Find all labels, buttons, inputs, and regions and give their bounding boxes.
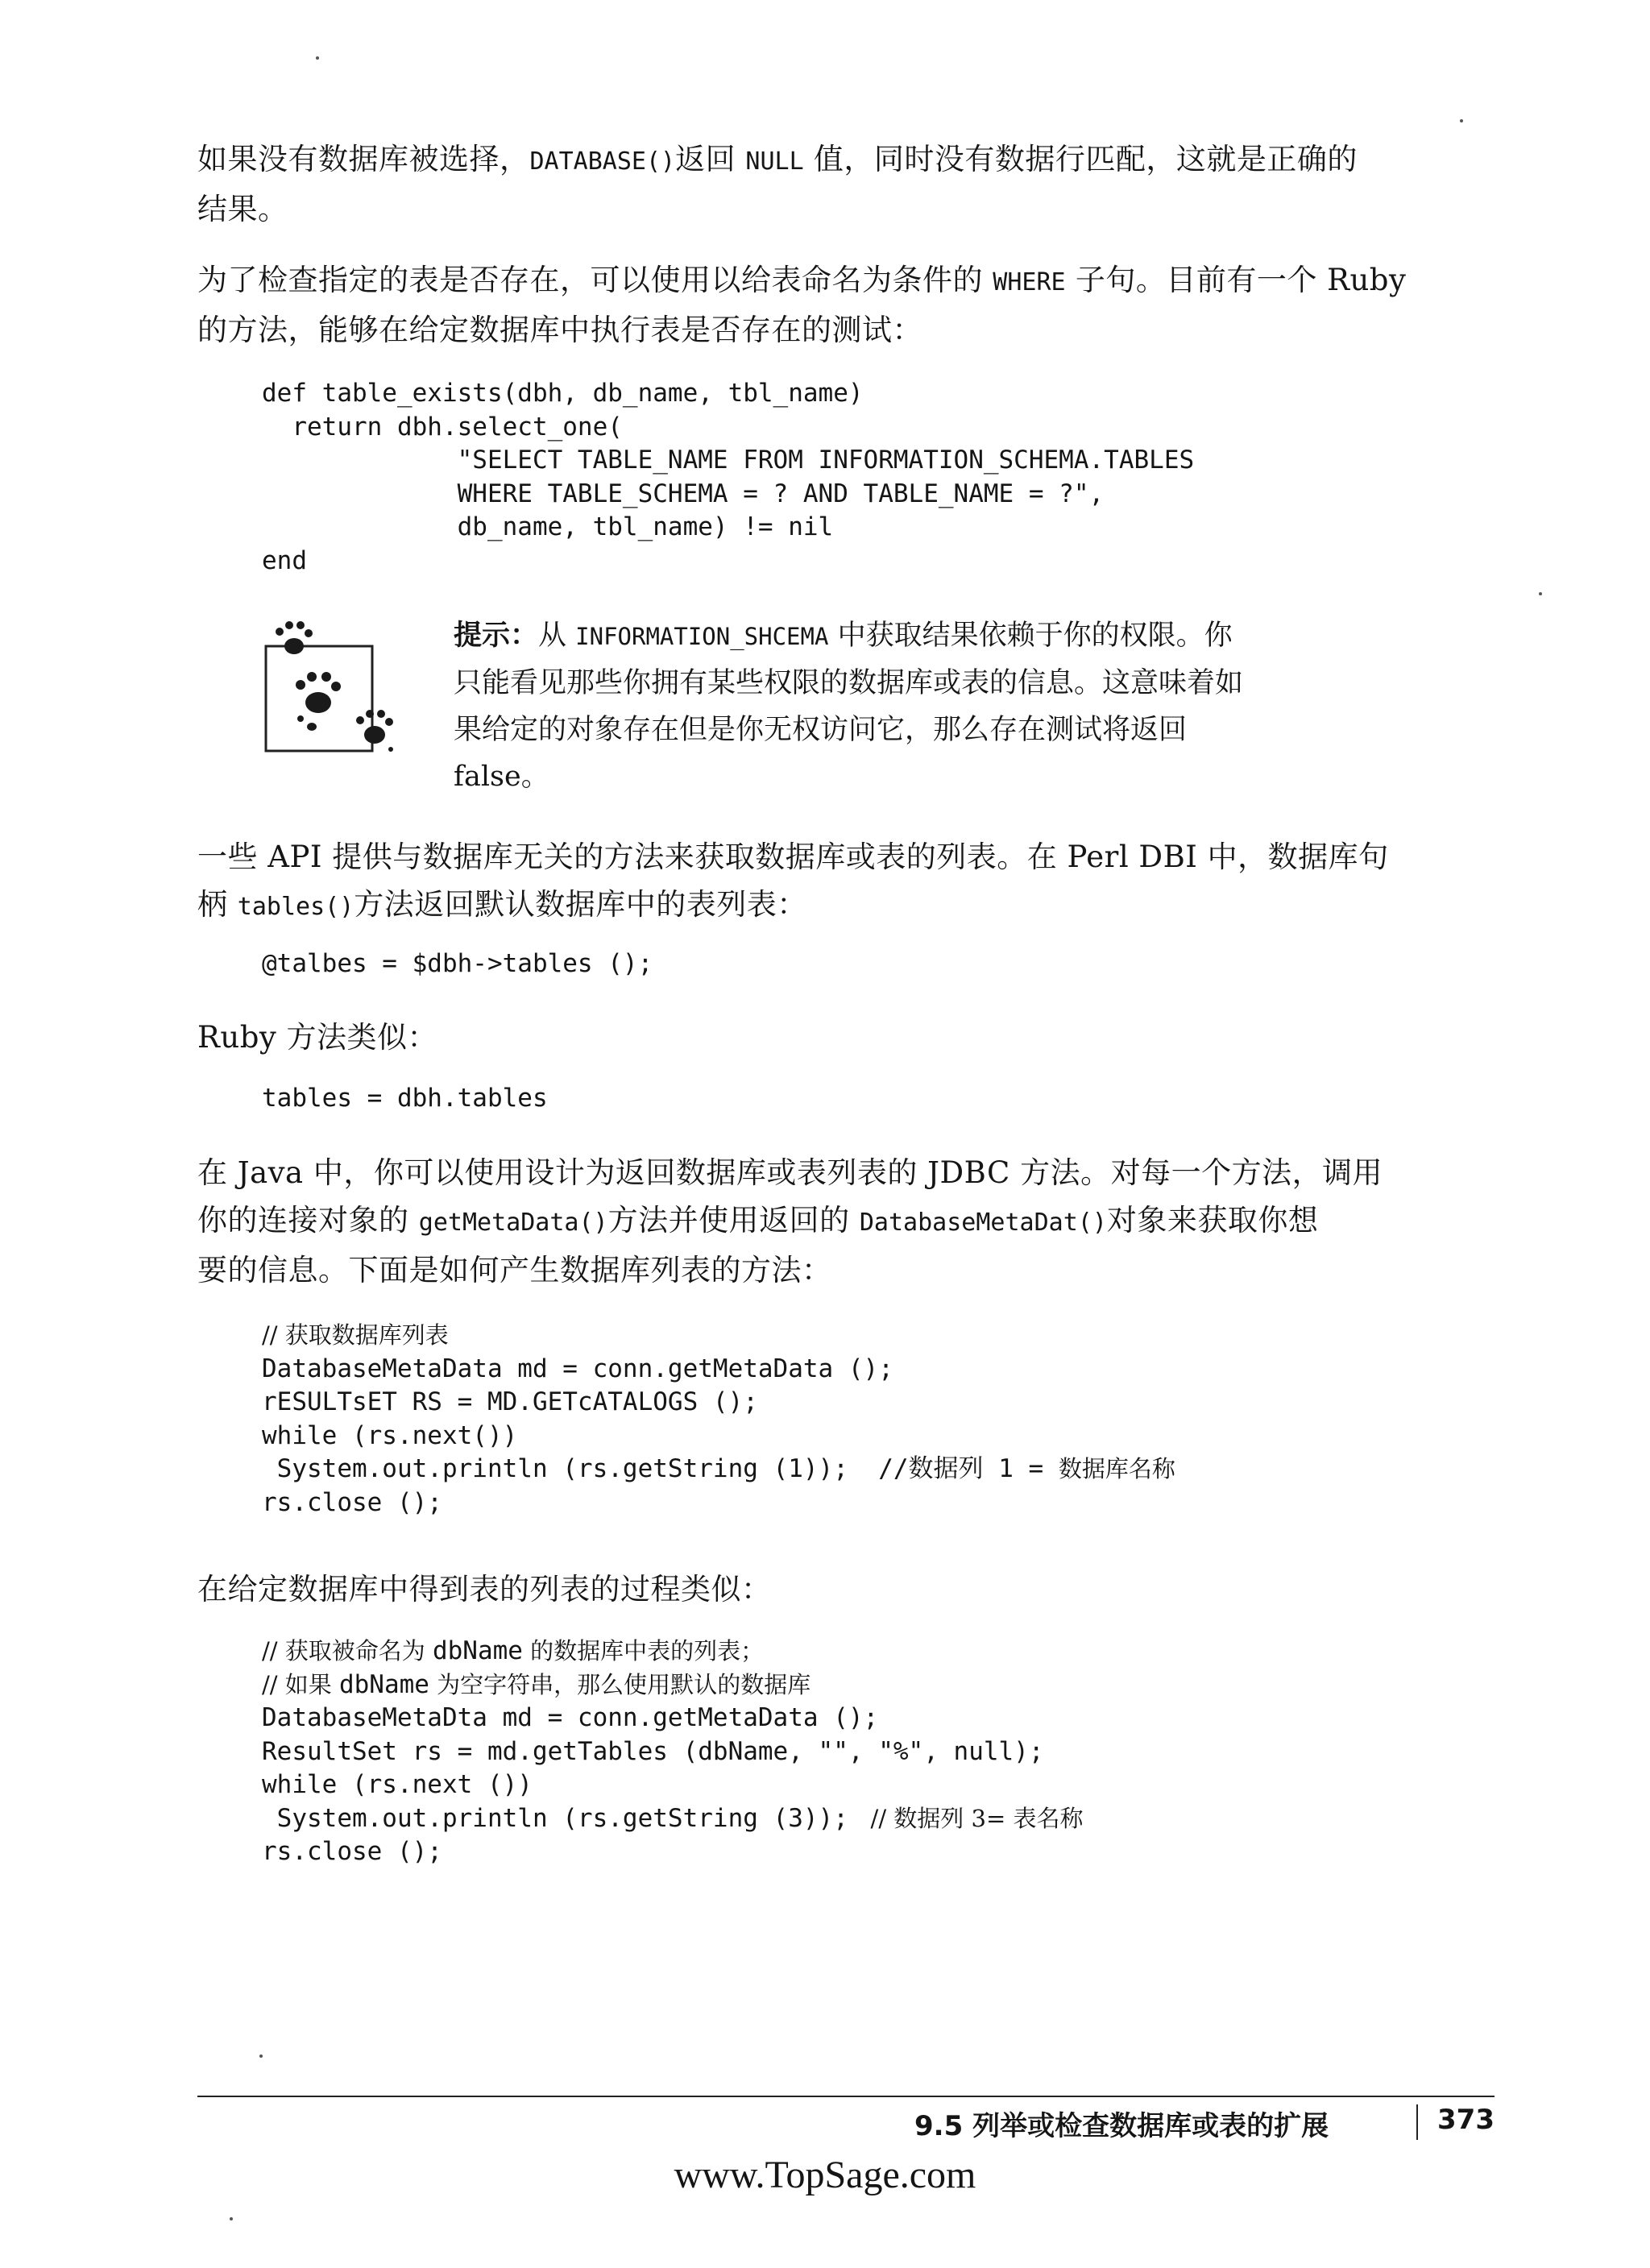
text-line bbox=[197, 135, 1486, 185]
code-block-java-tables bbox=[262, 1635, 1084, 1869]
scan-speck bbox=[259, 2054, 263, 2058]
footer-section-title: 9.5 列举或检查数据库或表的扩展 bbox=[914, 2110, 1329, 2142]
code-line: end bbox=[262, 545, 307, 575]
code-block-java-catalogs bbox=[262, 1319, 1175, 1520]
text-run: 从 bbox=[538, 620, 576, 652]
text-run: 方法返回默认数据库中的表列表： bbox=[354, 887, 807, 922]
text-run: 你的连接对象的 bbox=[197, 1203, 419, 1238]
text-line: 一些 API 提供与数据库无关的方法来获取数据库或表的列表。在 Perl DBI 中，数据库句 bbox=[197, 840, 1389, 874]
scan-speck bbox=[230, 2217, 233, 2220]
text-line bbox=[197, 1196, 1486, 1246]
text-run: 返回 bbox=[675, 142, 746, 176]
watermark-url: www.TopSage.com bbox=[674, 2154, 976, 2196]
code-line: def table_exists(dbh, db_name, tbl_name) bbox=[262, 379, 864, 408]
code-comment: // 数据列 3= 表名称 bbox=[848, 1804, 1084, 1832]
inline-code: DATABASE() bbox=[529, 147, 676, 176]
code-comment: // 获取数据库列表 bbox=[262, 1321, 449, 1349]
text-run: 柄 bbox=[197, 887, 238, 922]
text-line bbox=[454, 612, 1380, 660]
inline-code: getMetaData() bbox=[418, 1209, 608, 1237]
paragraph-database-null bbox=[197, 135, 1486, 233]
tip-note bbox=[454, 612, 1380, 800]
paw-prints-icon bbox=[262, 614, 407, 759]
text-line: 结果。 bbox=[197, 192, 288, 226]
text-run: 值，同时没有数据行匹配，这就是正确的 bbox=[803, 142, 1358, 176]
paragraph-java-jdbc bbox=[197, 1149, 1486, 1294]
paragraph-get-tables bbox=[197, 1565, 1486, 1613]
text-line: false。 bbox=[454, 761, 549, 793]
text-run: 为空字符串，那么使用默认的数据库 bbox=[429, 1670, 811, 1698]
text-run: // 获取被命名为 bbox=[262, 1637, 433, 1665]
code-line: ResultSet rs = md.getTables (dbName, "", "%", null); bbox=[262, 1736, 1044, 1766]
text-line: Ruby 方法类似： bbox=[197, 1020, 438, 1055]
code-comment bbox=[262, 1669, 1084, 1702]
text-line bbox=[197, 256, 1486, 306]
text-line: 在 Java 中，你可以使用设计为返回数据库或表列表的 JDBC 方法。对每一个方法，调用 bbox=[197, 1155, 1383, 1190]
code-run: dbName bbox=[432, 1636, 523, 1665]
page-number: 373 bbox=[1437, 2104, 1495, 2136]
text-run: 对象来获取你想 bbox=[1106, 1203, 1319, 1238]
paragraph-ruby-similar bbox=[197, 1014, 1486, 1061]
code-line: db_name, tbl_name) != nil bbox=[262, 512, 834, 541]
inline-code: NULL bbox=[745, 147, 804, 176]
code-comment: 数据库名称 bbox=[1058, 1455, 1175, 1482]
code-comment bbox=[262, 1635, 1084, 1669]
code-line: rs.close (); bbox=[262, 1837, 442, 1866]
paragraph-perl-dbi bbox=[197, 833, 1486, 931]
code-comment: //数据列 1 = bbox=[848, 1454, 1059, 1483]
footer-rule bbox=[197, 2096, 1495, 2097]
inline-code: DatabaseMetaDat() bbox=[859, 1209, 1107, 1237]
code-line: DatabaseMetaData md = conn.getMetaData (); bbox=[262, 1354, 893, 1383]
code-line: rESULTsET RS = MD.GETcATALOGS (); bbox=[262, 1387, 758, 1416]
text-run: 子句。目前有一个 Ruby bbox=[1065, 263, 1407, 297]
code-line: "SELECT TABLE_NAME FROM INFORMATION_SCHEMA.TABLES bbox=[262, 446, 1195, 475]
code-run: dbName bbox=[338, 1669, 429, 1699]
text-line: 的方法，能够在给定数据库中执行表是否存在的测试： bbox=[197, 313, 922, 347]
code-line: while (rs.next ()) bbox=[262, 1770, 533, 1799]
code-block-perl-tables bbox=[262, 947, 653, 981]
code-run: System.out.println (rs.getString (1)); bbox=[262, 1454, 848, 1483]
code-block-ruby-tables bbox=[262, 1082, 548, 1116]
text-run: 的数据库中表的列表； bbox=[522, 1637, 765, 1665]
scan-speck bbox=[316, 56, 319, 60]
text-line: 在给定数据库中得到表的列表的过程类似： bbox=[197, 1572, 772, 1607]
text-run: 如果没有数据库被选择， bbox=[197, 142, 530, 176]
code-line bbox=[262, 1453, 1175, 1486]
code-line: rs.close (); bbox=[262, 1487, 442, 1517]
code-run: System.out.println (rs.getString (3)); bbox=[262, 1803, 848, 1833]
code-line: WHERE TABLE_SCHEMA = ? AND TABLE_NAME = ?", bbox=[262, 479, 1105, 508]
tip-label: 提示： bbox=[454, 620, 539, 652]
text-line: 只能看见那些你拥有某些权限的数据库或表的信息。这意味着如 bbox=[454, 667, 1244, 699]
code-line: tables = dbh.tables bbox=[262, 1084, 548, 1113]
text-run: 为了检查指定的表是否存在，可以使用以给表命名为条件的 bbox=[197, 263, 993, 297]
inline-code: WHERE bbox=[993, 268, 1066, 296]
code-block-table-exists bbox=[262, 377, 1194, 578]
text-line bbox=[197, 881, 1486, 931]
code-line: return dbh.select_one( bbox=[262, 412, 623, 442]
code-line: @talbes = $dbh->tables (); bbox=[262, 949, 653, 978]
text-line: 要的信息。下面是如何产生数据库列表的方法： bbox=[197, 1253, 832, 1287]
code-line: while (rs.next()) bbox=[262, 1420, 518, 1450]
paragraph-table-exists bbox=[197, 256, 1486, 354]
scan-speck bbox=[1539, 592, 1542, 595]
code-line bbox=[262, 1802, 1084, 1836]
inline-code: tables() bbox=[237, 893, 354, 921]
inline-code: INFORMATION_SHCEMA bbox=[575, 623, 829, 650]
text-run: 方法并使用返回的 bbox=[607, 1203, 860, 1238]
footer-separator bbox=[1416, 2104, 1418, 2140]
text-run: 中获取结果依赖于你的权限。你 bbox=[828, 620, 1233, 652]
text-line: 果给定的对象存在但是你无权访问它，那么存在测试将返回 bbox=[454, 714, 1188, 746]
code-line: DatabaseMetaDta md = conn.getMetaData (); bbox=[262, 1703, 879, 1732]
scan-speck bbox=[1460, 119, 1463, 122]
text-run: // 如果 bbox=[262, 1670, 339, 1698]
